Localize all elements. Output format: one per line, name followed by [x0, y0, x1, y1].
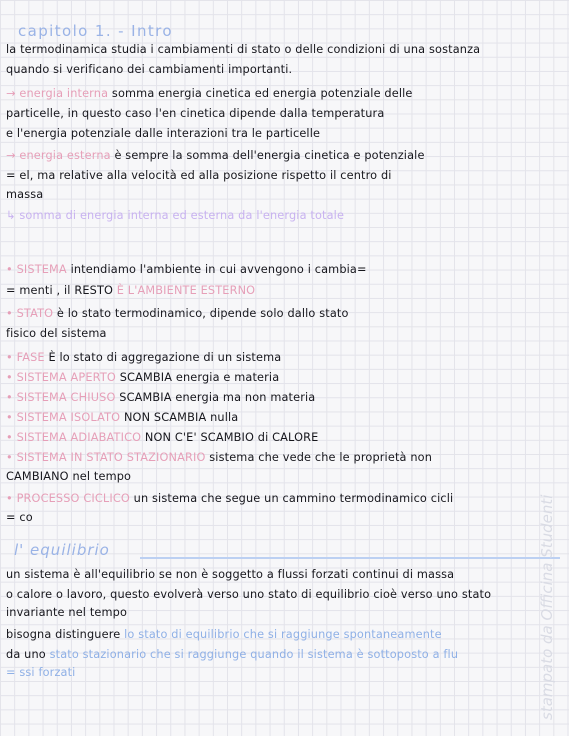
- somma-tail: l'energia totale: [256, 209, 345, 222]
- equilibrio-line-6: = ssi forzati: [6, 666, 76, 679]
- definition-term: SISTEMA ISOLATO: [16, 411, 121, 424]
- arrow-icon: →: [6, 149, 16, 162]
- section-title-equilibrio: l' equilibrio: [14, 541, 110, 559]
- equilibrio-line-2: o calore o lavoro, questo evolverà verso uno stato di equilibrio cioè verso uno stato: [6, 588, 492, 601]
- bullet-icon: •: [6, 351, 13, 364]
- sistema-line-2: [6, 283, 559, 299]
- sistema-text-2b: È L'AMBIENTE ESTERNO: [116, 284, 256, 297]
- equilibrio-line-1: un sistema è all'equilibrio se non è soggetto a flussi forzati continui di massa: [6, 568, 455, 581]
- energia-interna-line-1: [6, 86, 559, 102]
- equilibrio-text-4b: lo stato di equilibrio che si raggiunge spontaneamente: [124, 628, 442, 641]
- definition-row: [6, 306, 559, 322]
- energia-esterna-text-1: è sempre la somma dell'energia cinetica e potenziale: [114, 149, 425, 162]
- section-underline: [140, 557, 560, 559]
- definition-row: [6, 326, 559, 342]
- definition-term: FASE: [16, 351, 45, 364]
- equilibrio-text-5a: da uno: [6, 648, 46, 661]
- definition-row: [6, 350, 559, 366]
- sistema-text-2a: = menti , il RESTO: [6, 284, 114, 297]
- equilibrio-line-5: [6, 647, 559, 663]
- definition-text: = co: [6, 511, 33, 524]
- equilibrio-line-3: invariante nel tempo: [6, 606, 128, 619]
- return-arrow-icon: ↳: [6, 209, 16, 222]
- bullet-icon: •: [6, 307, 13, 320]
- definition-row: [6, 370, 559, 386]
- equilibrio-line-4: [6, 627, 559, 643]
- definition-text: è lo stato termodinamico, dipende solo dallo stato: [56, 307, 349, 320]
- definition-row: [6, 450, 559, 466]
- definition-row: [6, 469, 559, 485]
- definition-term: SISTEMA IN STATO STAZIONARIO: [16, 451, 206, 464]
- energia-interna-line-3: e l'energia potenziale dalle interazioni tra le particelle: [6, 127, 321, 140]
- page-title: capitolo 1. - Intro: [18, 22, 173, 40]
- somma-lead: somma di energia interna ed esterna da: [19, 209, 253, 222]
- bullet-icon: •: [6, 492, 13, 505]
- bullet-icon: •: [6, 391, 13, 404]
- definition-row: [6, 430, 559, 446]
- definition-text: CAMBIANO nel tempo: [6, 470, 132, 483]
- definition-text: fisico del sistema: [6, 327, 107, 340]
- definition-text: NON C'E' SCAMBIO di CALORE: [144, 431, 319, 444]
- energia-esterna-line-1: [6, 148, 559, 164]
- equilibrio-text-5b: stato stazionario che si raggiunge quando il sistema è sottoposto a flu: [49, 648, 459, 661]
- intro-line-2: quando si verificano dei cambiamenti importanti.: [6, 63, 293, 76]
- definition-row: [6, 410, 559, 426]
- definition-term: SISTEMA APERTO: [16, 371, 116, 384]
- definition-text: sistema che vede che le proprietà non: [209, 451, 433, 464]
- definition-text: NON SCAMBIA nulla: [123, 411, 239, 424]
- equilibrio-text-4a: bisogna distinguere: [6, 628, 121, 641]
- energia-esterna-line-3: massa: [6, 188, 44, 201]
- term-energia-interna: energia interna: [19, 87, 109, 100]
- energia-interna-line-2: particelle, in questo caso l'en cinetica dipende dalla temperatura: [6, 107, 385, 120]
- definition-text: È lo stato di aggregazione di un sistema: [48, 351, 282, 364]
- sistema-line-1: [6, 262, 559, 278]
- intro-line-1: la termodinamica studia i cambiamenti di stato o delle condizioni di una sostanza: [6, 43, 481, 56]
- term-energia-esterna: energia esterna: [19, 149, 111, 162]
- definition-term: SISTEMA ADIABATICO: [16, 431, 142, 444]
- definition-text: SCAMBIA energia ma non materia: [119, 391, 316, 404]
- definition-term: STATO: [16, 307, 54, 320]
- term-sistema: SISTEMA: [16, 263, 67, 276]
- definition-term: PROCESSO CICLICO: [16, 492, 130, 505]
- bullet-icon: •: [6, 263, 13, 276]
- arrow-icon: →: [6, 87, 16, 100]
- energia-interna-text-1: somma energia cinetica ed energia potenziale delle: [111, 87, 413, 100]
- definition-term: SISTEMA CHIUSO: [16, 391, 116, 404]
- energia-esterna-line-2: = el, ma relative alla velocità ed alla posizione rispetto il centro di: [6, 169, 392, 182]
- definition-row: [6, 491, 559, 507]
- bullet-icon: •: [6, 431, 13, 444]
- definition-text: SCAMBIA energia e materia: [119, 371, 280, 384]
- bullet-icon: •: [6, 371, 13, 384]
- watermark: stampato da Officina Studenti: [538, 494, 556, 720]
- bullet-icon: •: [6, 411, 13, 424]
- bullet-icon: •: [6, 451, 13, 464]
- somma-energia-line: [6, 208, 559, 224]
- definition-row: [6, 510, 559, 526]
- sistema-text-1: intendiamo l'ambiente in cui avvengono i cambia=: [70, 263, 367, 276]
- definition-row: [6, 390, 559, 406]
- definition-text: un sistema che segue un cammino termodinamico cicli: [133, 492, 454, 505]
